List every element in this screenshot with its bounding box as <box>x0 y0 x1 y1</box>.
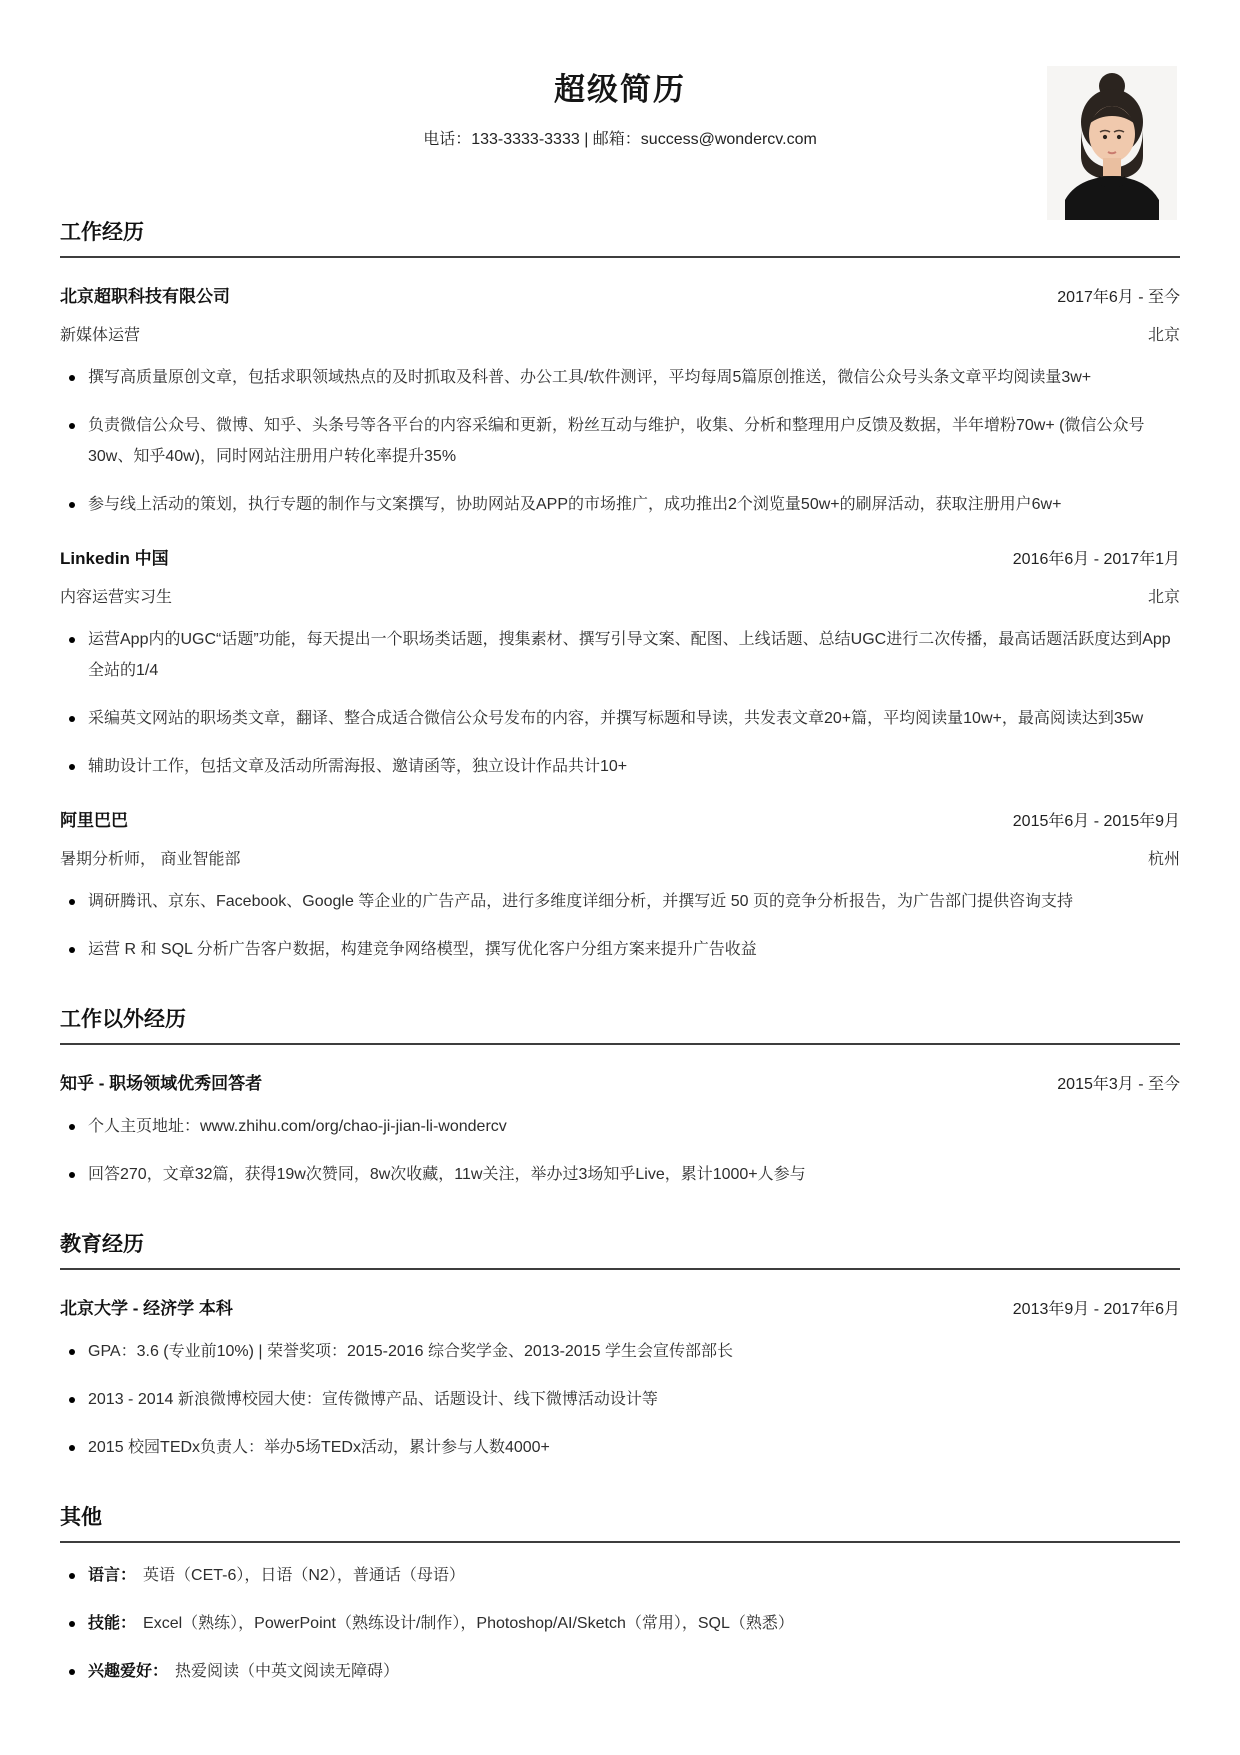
list-item <box>60 934 1180 965</box>
experience-entry <box>60 544 1180 782</box>
list-item <box>60 1159 1180 1190</box>
bullet-text: 参与线上活动的策划，执行专题的制作与文案撰写，协助网站及APP的市场推广，成功推出2个浏览量50w+的刷屏活动，获取注册用户6w+ <box>88 496 1062 513</box>
bullet-text: 采编英文网站的职场类文章，翻译、整合成适合微信公众号发布的内容，并撰写标题和导读，共发表文章20+篇，平均阅读量10w+，最高阅读达到35w <box>88 710 1144 727</box>
entry-header-row <box>60 1069 1180 1094</box>
entry-org: 北京大学 - 经济学 本科 <box>60 1299 233 1318</box>
education-entry <box>60 1294 1180 1463</box>
bullet-text: 运营 R 和 SQL 分析广告客户数据，构建竞争网络模型，撰写优化客户分组方案来提升广告收益 <box>88 941 757 958</box>
bullet-label: 技能： <box>88 1615 137 1632</box>
entry-org: 阿里巴巴 <box>60 811 128 830</box>
portrait-photo <box>1047 66 1177 220</box>
list-item <box>60 624 1180 686</box>
bullet-text: 个人主页地址：www.zhihu.com/org/chao-ji-jian-li-wondercv <box>88 1118 507 1135</box>
list-item <box>60 410 1180 472</box>
experience-entry <box>60 282 1180 520</box>
entry-role: 内容运营实习生 <box>60 589 173 606</box>
bullet-text: 运营App内的UGC“话题”功能，每天提出一个职场类话题，搜集素材、撰写引导文案、配图、上线话题、总结UGC进行二次传播，最高话题活跃度达到App全站的1/4 <box>88 631 1171 679</box>
bullet-label: 兴趣爱好： <box>88 1663 169 1680</box>
list-item <box>60 751 1180 782</box>
entry-location: 北京 <box>1147 327 1180 344</box>
list-item <box>60 1608 1180 1639</box>
bullet-text: 2013 - 2014 新浪微博校园大使：宣传微博产品、话题设计、线下微博活动设计等 <box>88 1391 658 1408</box>
list-item <box>60 886 1180 917</box>
entry-header-row <box>60 544 1180 569</box>
bullet-text: GPA：3.6 (专业前10%) | 荣誉奖项：2015-2016 综合奖学金、2013-2015 学生会宣传部部长 <box>88 1343 733 1360</box>
entry-role: 暑期分析师， 商业智能部 <box>60 851 241 868</box>
section-heading: 工作以外经历 <box>60 1003 1180 1045</box>
list-item <box>60 489 1180 520</box>
bullet-label: 语言： <box>88 1567 137 1584</box>
bullet-text: 调研腾讯、京东、Facebook、Google 等企业的广告产品，进行多维度详细分析，并撰写近 50 页的竞争分析报告，为广告部门提供咨询支持 <box>88 893 1073 910</box>
resume-header <box>60 0 1180 178</box>
bullet-list <box>60 624 1180 782</box>
bullet-list <box>60 1560 1180 1687</box>
entry-header-row <box>60 806 1180 831</box>
list-item <box>60 1111 1180 1142</box>
experience-entry <box>60 806 1180 965</box>
entry-header-row <box>60 282 1180 307</box>
entry-org: Linkedin 中国 <box>60 549 169 568</box>
bullet-list <box>60 1336 1180 1463</box>
entry-sub-row <box>60 846 1180 869</box>
entry-org: 北京超职科技有限公司 <box>60 287 230 306</box>
entry-date: 2013年9月 - 2017年6月 <box>1012 1301 1180 1318</box>
bullet-text: 撰写高质量原创文章，包括求职领域热点的及时抓取及科普、办公工具/软件测评，平均每周5篇原创推送，微信公众号头条文章平均阅读量3w+ <box>88 369 1092 386</box>
section-other <box>60 1501 1180 1687</box>
section-work-experience <box>60 216 1180 965</box>
bullet-text: Excel（熟练），PowerPoint（熟练设计/制作），Photoshop/AI/Sketch（常用），SQL（熟悉） <box>143 1615 794 1632</box>
contact-info: 电话：133-3333-3333 | 邮箱：success@wondercv.com <box>423 131 817 148</box>
other-entry <box>60 1560 1180 1687</box>
entry-date: 2015年6月 - 2015年9月 <box>1012 813 1180 830</box>
bullet-text: 2015 校园TEDx负责人：举办5场TEDx活动，累计参与人数4000+ <box>88 1439 550 1456</box>
entry-location: 北京 <box>1147 589 1180 606</box>
entry-date: 2016年6月 - 2017年1月 <box>1012 551 1180 568</box>
list-item <box>60 1656 1180 1687</box>
experience-entry <box>60 1069 1180 1190</box>
resume-title: 超级简历 <box>554 72 686 107</box>
bullet-list <box>60 886 1180 965</box>
list-item <box>60 1336 1180 1367</box>
section-heading: 其他 <box>60 1501 1180 1543</box>
section-heading: 工作经历 <box>60 216 1180 258</box>
entry-org: 知乎 - 职场领域优秀回答者 <box>60 1074 263 1093</box>
section-heading: 教育经历 <box>60 1228 1180 1270</box>
entry-location: 杭州 <box>1147 851 1180 868</box>
bullet-list <box>60 1111 1180 1190</box>
bullet-text: 回答270，文章32篇，获得19w次赞同，8w次收藏，11w关注，举办过3场知乎Live，累计1000+人参与 <box>88 1166 806 1183</box>
entry-date: 2015年3月 - 至今 <box>1057 1076 1180 1093</box>
list-item <box>60 362 1180 393</box>
list-item <box>60 1384 1180 1415</box>
bullet-text: 英语（CET-6），日语（N2），普通话（母语） <box>143 1567 465 1584</box>
entry-role: 新媒体运营 <box>60 327 141 344</box>
entry-sub-row <box>60 322 1180 345</box>
entry-header-row <box>60 1294 1180 1319</box>
list-item <box>60 1432 1180 1463</box>
bullet-text: 负责微信公众号、微博、知乎、头条号等各平台的内容采编和更新，粉丝互动与维护，收集、分析和整理用户反馈及数据，半年增粉70w+ (微信公众号30w、知乎40w)，同时网站注册用户转化率提升35% <box>88 417 1145 465</box>
entry-sub-row <box>60 584 1180 607</box>
bullet-list <box>60 362 1180 520</box>
bullet-text: 热爱阅读（中英文阅读无障碍） <box>175 1663 400 1680</box>
list-item <box>60 703 1180 734</box>
section-non-work-experience <box>60 1003 1180 1190</box>
section-education <box>60 1228 1180 1463</box>
entry-date: 2017年6月 - 至今 <box>1057 289 1180 306</box>
list-item <box>60 1560 1180 1591</box>
bullet-text: 辅助设计工作，包括文章及活动所需海报、邀请函等，独立设计作品共计10+ <box>88 758 628 775</box>
